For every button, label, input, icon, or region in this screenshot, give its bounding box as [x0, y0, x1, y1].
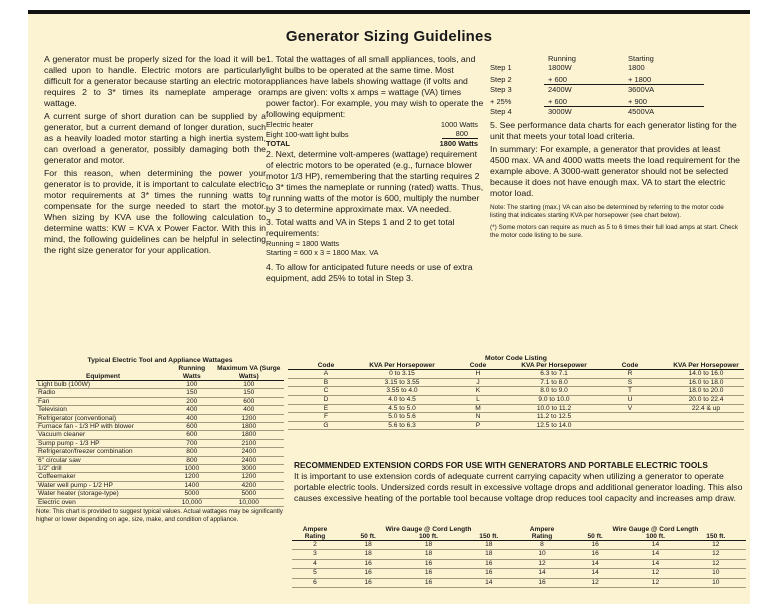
example-total-row: [266, 139, 478, 148]
maximum-va-cell: 5000: [214, 490, 284, 498]
gauge-100-cell: 16: [398, 569, 458, 578]
maximum-va-cell: 1200: [214, 473, 284, 481]
gauge-50-cell: 16: [565, 550, 625, 559]
code-cell: V: [592, 404, 668, 413]
step-3-running: Running = 1800 Watts: [266, 239, 340, 248]
running-watts-cell: 150: [170, 389, 214, 397]
equipment-cell: Television: [36, 406, 170, 414]
appliance-row: [36, 389, 284, 397]
code-cell: H: [440, 370, 516, 379]
gauge-50-cell: 18: [338, 550, 398, 559]
header-length: 50 ft.: [565, 533, 625, 541]
equipment-cell: Sump pump - 1/3 HP: [36, 439, 170, 447]
appliance-row: [36, 431, 284, 439]
cord-gauge-row: [292, 550, 746, 559]
kva-cell: 18.0 to 20.0: [668, 387, 744, 396]
running-watts-cell: 1000: [170, 465, 214, 473]
calc-starting: + 1800: [624, 72, 704, 85]
cord-gauge-table-block: [292, 526, 746, 588]
kva-cell: 5.6 to 6.3: [364, 421, 440, 430]
header-length: 100 ft.: [398, 533, 458, 541]
example-row: [266, 120, 478, 129]
gauge-150-cell: 12: [686, 550, 746, 559]
kva-cell: 8.0 to 9.0: [516, 387, 592, 396]
gauge-100-cell: 18: [398, 541, 458, 550]
maximum-va-cell: 1800: [214, 423, 284, 431]
header-code: Code: [440, 362, 516, 370]
appliance-row: [36, 406, 284, 414]
header-ampere-rating: Ampere Rating: [519, 526, 565, 541]
kva-cell: 16.0 to 18.0: [668, 378, 744, 387]
maximum-va-cell: 4200: [214, 481, 284, 489]
gauge-150-cell: 12: [686, 559, 746, 568]
ampere-cell: 5: [292, 569, 338, 578]
calc-running: + 600: [544, 94, 624, 107]
step-3-starting: Starting = 600 x 3 = 1800 Max. VA: [266, 248, 379, 257]
motor-code-row: [288, 404, 744, 413]
gauge-100-cell: 18: [398, 550, 458, 559]
intro-paragraph: A current surge of short duration can be supplied by a generator, but a current demand of longer duration, such as a heavily loaded motor starting a high inertia system, can overload a generator, possibly damaging both the generator and motor.: [44, 111, 266, 165]
appliance-header-row: [36, 365, 284, 381]
appliance-table-note: Note: This chart is provided to suggest typical values. Actual wattages may be significantly higher or lower depending on age, size, make, and condition of appliance.: [36, 508, 283, 523]
header-code: Code: [288, 362, 364, 370]
code-cell: L: [440, 395, 516, 404]
running-watts-cell: 1200: [170, 473, 214, 481]
appliance-row: [36, 448, 284, 456]
header-running-watts: Running Watts: [170, 365, 214, 381]
gauge-100-cell: 14: [625, 550, 685, 559]
header-code: Code: [592, 362, 668, 370]
kva-cell: 7.1 to 8.0: [516, 378, 592, 387]
appliance-wattage-table-block: [36, 357, 284, 523]
example-watts: 1800 Watts: [439, 139, 478, 148]
calc-running: + 600: [544, 72, 624, 85]
appliance-wattage-table: [36, 365, 284, 507]
equipment-cell: 6" circular saw: [36, 456, 170, 464]
appliance-row: [36, 456, 284, 464]
equipment-cell: Water well pump - 1/2 HP: [36, 481, 170, 489]
header-kva: KVA Per Horsepower: [364, 362, 440, 370]
gauge-100-cell: 16: [398, 578, 458, 587]
equipment-cell: Fan: [36, 397, 170, 405]
running-watts-cell: 100: [170, 381, 214, 389]
step-4-text: 4. To allow for anticipated future needs or use of extra equipment, add 25% to total in Step 3.: [266, 262, 473, 283]
running-watts-cell: 400: [170, 414, 214, 422]
appliance-row: [36, 439, 284, 447]
code-cell: N: [440, 413, 516, 422]
extension-cord-section: [294, 460, 746, 504]
intro-column: [44, 54, 266, 258]
running-watts-cell: 600: [170, 431, 214, 439]
ampere-cell: 4: [292, 559, 338, 568]
code-cell: P: [440, 421, 516, 430]
kva-cell: 4.5 to 5.0: [364, 404, 440, 413]
equipment-cell: Refrigerator (conventional): [36, 414, 170, 422]
kva-cell: 20.0 to 22.4: [668, 395, 744, 404]
kva-cell: 9.0 to 10.0: [516, 395, 592, 404]
step-1-text: 1. Total the wattages of all small appliances, tools, and light bulbs to be operated at the same time. Most appliances have labels showing wattage (if volts and amps are given: volts x amps = wattage (VA) times power factor). For example, you may wish to operate the following equipment:: [266, 54, 484, 119]
calc-running: 1800W: [548, 63, 572, 72]
maximum-va-cell: 1200: [214, 414, 284, 422]
cord-gauge-rows: [292, 541, 746, 588]
equipment-cell: Refrigerator/freezer combination: [36, 448, 170, 456]
step-5-text: 5. See performance data charts for each generator listing for the unit that meets your total load criteria.: [490, 120, 737, 141]
running-watts-cell: 600: [170, 423, 214, 431]
gauge-150-cell: 16: [459, 569, 519, 578]
ampere-cell: 16: [519, 578, 565, 587]
calc-label: Step 4: [490, 106, 512, 116]
gauge-150-cell: 12: [686, 541, 746, 550]
calc-label: Step 1: [490, 63, 512, 72]
gauge-50-cell: 12: [565, 578, 625, 587]
calc-running: 3000W: [548, 107, 572, 116]
code-cell: B: [288, 378, 364, 387]
calc-header-running: Running: [548, 54, 576, 63]
motor-code-row: [288, 413, 744, 422]
ampere-cell: 10: [519, 550, 565, 559]
gauge-150-cell: 14: [459, 578, 519, 587]
gauge-100-cell: 16: [398, 559, 458, 568]
code-cell: T: [592, 387, 668, 396]
ampere-cell: 6: [292, 578, 338, 587]
code-cell: M: [440, 404, 516, 413]
running-watts-cell: 400: [170, 406, 214, 414]
gauge-150-cell: 18: [459, 550, 519, 559]
kva-cell: 6.3 to 7.1: [516, 370, 592, 379]
kva-cell: 3.15 to 3.55: [364, 378, 440, 387]
motor-header-row: [288, 362, 744, 370]
kva-cell: [668, 421, 744, 430]
gauge-100-cell: 12: [625, 569, 685, 578]
motor-code-row: [288, 370, 744, 379]
cord-gauge-table: [292, 526, 746, 588]
motor-code-row: [288, 421, 744, 430]
running-watts-cell: 200: [170, 397, 214, 405]
ampere-cell: 14: [519, 569, 565, 578]
gauge-50-cell: 16: [565, 541, 625, 550]
maximum-va-cell: 150: [214, 389, 284, 397]
ampere-cell: 8: [519, 541, 565, 550]
header-length: 100 ft.: [625, 533, 685, 541]
equipment-cell: Light bulb (100W): [36, 381, 170, 389]
equipment-cell: Radio: [36, 389, 170, 397]
page-title: Generator Sizing Guidelines: [285, 28, 493, 45]
gauge-50-cell: 16: [338, 578, 398, 587]
code-cell: C: [288, 387, 364, 396]
gauge-50-cell: 14: [565, 569, 625, 578]
equipment-cell: 1/2" drill: [36, 465, 170, 473]
extension-cord-body: It is important to use extension cords of adequate current carrying capacity when utilizing a generator to operate portable electric tools. Undersized cords result in excessive voltage drops and additional generator loading. This also causes excessive heating of the portable tool because voltage drop reduces tool capacity and increases amp draw.: [294, 471, 743, 503]
header-ampere-rating: Ampere Rating: [292, 526, 338, 541]
motor-code-listing-block: [288, 355, 744, 430]
example-item: TOTAL: [266, 139, 290, 148]
gauge-150-cell: 16: [459, 559, 519, 568]
appliance-table-caption: Typical Electric Tool and Appliance Wattages: [87, 357, 233, 364]
appliance-rows: [36, 381, 284, 507]
gauge-100-cell: 14: [625, 559, 685, 568]
gauge-50-cell: 16: [338, 559, 398, 568]
kva-cell: 11.2 to 12.5: [516, 413, 592, 422]
appliance-row: [36, 381, 284, 389]
calc-row: [490, 85, 704, 95]
step-3-text: 3. Total watts and VA in Steps 1 and 2 to get total requirements:: [266, 217, 455, 238]
motor-code-table: [288, 362, 744, 430]
motor-code-row: [288, 387, 744, 396]
kva-cell: [668, 413, 744, 422]
maximum-va-cell: 2100: [214, 439, 284, 447]
calc-row: [490, 72, 704, 85]
header-wire-gauge: Wire Gauge @ Cord Length: [385, 526, 472, 533]
top-rule: [28, 10, 750, 14]
calc-label: Step 3: [490, 84, 512, 94]
calc-row: [490, 107, 704, 117]
calc-running: 2400W: [548, 85, 572, 94]
maximum-va-cell: 10,000: [214, 498, 284, 506]
calc-header-row: [490, 54, 704, 63]
steps-column: [266, 54, 484, 286]
code-cell: [592, 413, 668, 422]
extension-cord-heading: RECOMMENDED EXTENSION CORDS FOR USE WITH GENERATORS AND PORTABLE ELECTRIC TOOLS: [294, 460, 708, 470]
running-watts-cell: 10,000: [170, 498, 214, 506]
equipment-cell: Furnace fan - 1/3 HP with blower: [36, 423, 170, 431]
appliance-row: [36, 414, 284, 422]
header-kva: KVA Per Horsepower: [516, 362, 592, 370]
header-length: 150 ft.: [459, 533, 519, 541]
calculation-table: [490, 54, 704, 116]
code-cell: A: [288, 370, 364, 379]
kva-cell: 5.0 to 5.6: [364, 413, 440, 422]
cord-header-row: [292, 526, 746, 533]
equipment-cell: Coffeemaker: [36, 473, 170, 481]
motor-surge-note: (*) Some motors can require as much as 5 to 6 times their full load amps at start. Check the motor code listing to be sure.: [490, 224, 738, 239]
kva-cell: 14.0 to 16.0: [668, 370, 744, 379]
gauge-150-cell: 18: [459, 541, 519, 550]
gauge-150-cell: 10: [686, 578, 746, 587]
kva-cell: 12.5 to 14.0: [516, 421, 592, 430]
kva-cell: 3.55 to 4.0: [364, 387, 440, 396]
running-watts-cell: 5000: [170, 490, 214, 498]
running-watts-cell: 1400: [170, 481, 214, 489]
appliance-row: [36, 465, 284, 473]
example-item: Eight 100-watt light bulbs: [266, 129, 349, 139]
code-cell: E: [288, 404, 364, 413]
header-wire-gauge: Wire Gauge @ Cord Length: [612, 526, 699, 533]
code-cell: [592, 421, 668, 430]
maximum-va-cell: 400: [214, 406, 284, 414]
example-watts: 1000 Watts: [440, 120, 478, 129]
code-cell: J: [440, 378, 516, 387]
motor-code-row: [288, 395, 744, 404]
maximum-va-cell: 2400: [214, 448, 284, 456]
code-cell: S: [592, 378, 668, 387]
maximum-va-cell: 2400: [214, 456, 284, 464]
appliance-row: [36, 423, 284, 431]
cord-gauge-row: [292, 578, 746, 587]
example-watts: 800: [442, 129, 478, 139]
code-cell: K: [440, 387, 516, 396]
motor-code-caption: Motor Code Listing: [485, 355, 547, 362]
equipment-cell: Vacuum cleaner: [36, 431, 170, 439]
motor-code-rows: [288, 370, 744, 430]
gauge-50-cell: 16: [338, 569, 398, 578]
guide-sheet: [28, 10, 750, 604]
gauge-100-cell: 12: [625, 578, 685, 587]
right-column: [490, 54, 740, 242]
kva-cell: 0 to 3.15: [364, 370, 440, 379]
ampere-cell: 12: [519, 559, 565, 568]
example-row: [266, 129, 478, 139]
header-maximum-va: Maximum VA (Surge Watts): [214, 365, 284, 381]
cord-gauge-row: [292, 559, 746, 568]
cord-gauge-row: [292, 541, 746, 550]
code-cell: R: [592, 370, 668, 379]
step-1-example-table: [266, 120, 478, 148]
ampere-cell: 3: [292, 550, 338, 559]
maximum-va-cell: 3000: [214, 465, 284, 473]
appliance-row: [36, 498, 284, 506]
appliance-row: [36, 490, 284, 498]
calc-starting: 1800: [628, 63, 645, 72]
motor-code-row: [288, 378, 744, 387]
gauge-150-cell: 10: [686, 569, 746, 578]
gauge-50-cell: 18: [338, 541, 398, 550]
gauge-100-cell: 14: [625, 541, 685, 550]
maximum-va-cell: 1800: [214, 431, 284, 439]
intro-paragraph: For this reason, when determining the power your generator is to provide, it is important to calculate electric motor requirements at 3* times the running watts to compensate for the surge needed to start the motor. When sizing by KVA use the following calculation to determine watts: KW = KVA x Power Factor. With this in mind, the following guidelines can be helpful in selecting the right size generator for your application.: [44, 168, 266, 255]
calc-starting: 4500VA: [628, 107, 655, 116]
appliance-row: [36, 397, 284, 405]
kva-cell: 4.0 to 4.5: [364, 395, 440, 404]
running-watts-cell: 700: [170, 439, 214, 447]
running-watts-cell: 800: [170, 456, 214, 464]
calc-label: Step 2: [490, 75, 512, 84]
code-cell: G: [288, 421, 364, 430]
running-watts-cell: 800: [170, 448, 214, 456]
ampere-cell: 2: [292, 541, 338, 550]
header-length: 150 ft.: [686, 533, 746, 541]
kva-cell: 22.4 & up: [668, 404, 744, 413]
calc-starting: 3600VA: [628, 85, 655, 94]
calc-header-starting: Starting: [628, 54, 654, 63]
step-2-text: 2. Next, determine volt-amperes (wattage) requirement of electric motors to be operated (e.g., furnace blower motor 1/3 HP), remembering that the starting requires 2 to 3* times the nameplate or running (rated) watts. Thus, if running watts of the motor is 600, multiply the number by 3 to determine approximate max. VA needed.: [266, 149, 484, 214]
header-kva: KVA Per Horsepower: [668, 362, 744, 370]
code-cell: D: [288, 395, 364, 404]
header-equipment: Equipment: [36, 365, 170, 381]
header-length: 50 ft.: [338, 533, 398, 541]
equipment-cell: Electric oven: [36, 498, 170, 506]
intro-paragraph: A generator must be properly sized for the load it will be called upon to handle. Electric motors are particularly difficult for a generator because starting an electric motor requires 2 to 3* times its nameplate amperage or wattage.: [44, 54, 266, 108]
calc-starting: + 900: [624, 94, 704, 107]
gauge-50-cell: 14: [565, 559, 625, 568]
code-cell: F: [288, 413, 364, 422]
example-item: Electric heater: [266, 120, 314, 129]
kva-cell: 10.0 to 11.2: [516, 404, 592, 413]
maximum-va-cell: 100: [214, 381, 284, 389]
equipment-cell: Water heater (storage-type): [36, 490, 170, 498]
cord-gauge-row: [292, 569, 746, 578]
starting-va-note: Note: The starting (max.) VA can also be determined by referring to the motor code listing that indicates starting KVA per horsepower (see chart below).: [490, 204, 724, 219]
summary-text: In summary: For example, a generator that provides at least 4500 max. VA and 4000 watts meets the load requirement for the example above. A 3000-watt generator should not be selected because it does not have enough max. VA to start the electric motor load.: [490, 144, 740, 198]
code-cell: U: [592, 395, 668, 404]
appliance-row: [36, 473, 284, 481]
calc-row: [490, 94, 704, 107]
appliance-row: [36, 481, 284, 489]
calc-row: [490, 63, 704, 72]
maximum-va-cell: 600: [214, 397, 284, 405]
calc-label: + 25%: [490, 97, 512, 106]
